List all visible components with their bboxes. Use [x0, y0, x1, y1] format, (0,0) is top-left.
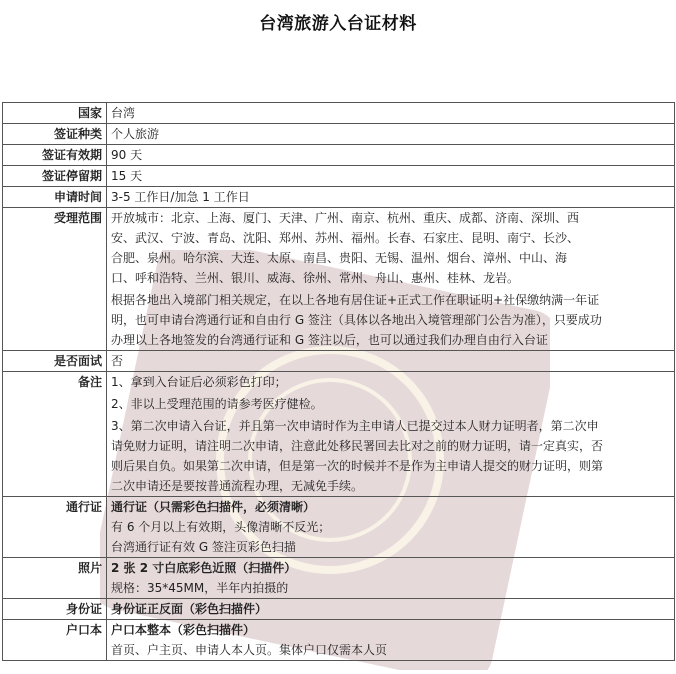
visa-type-value: 个人旅游 [107, 124, 675, 145]
interview-value: 否 [107, 351, 675, 372]
validity-value: 90 天 [107, 145, 675, 166]
scope-label: 受理范围 [3, 208, 107, 351]
notes-line: 3、第二次申请入台证，并且第一次申请时作为主申请人已提交过本人财力证明者，第二次申 [111, 419, 599, 433]
row-validity [3, 145, 675, 166]
row-hukou [3, 620, 675, 661]
row-stay [3, 166, 675, 187]
notes-line: 2、非以上受理范围的请参考医疗健检。 [111, 397, 323, 411]
row-scope [3, 208, 675, 351]
scope-line: 口、呼和浩特、兰州、银川、威海、徐州、常州、舟山、惠州、桂林、龙岩。 [111, 271, 520, 285]
row-permit [3, 497, 675, 558]
notes-line: 1、拿到入台证后必须彩色打印； [111, 375, 287, 389]
photo-line: 规格：35*45MM，半年内拍摄的 [111, 581, 289, 595]
hukou-label: 户口本 [3, 620, 107, 661]
photo-value [107, 558, 675, 599]
stay-label: 签证停留期 [3, 166, 107, 187]
row-interview [3, 351, 675, 372]
id-card-value: 身份证正反面（彩色扫描件） [107, 599, 675, 620]
scope-value [107, 208, 675, 351]
permit-line: 有 6 个月以上有效期，头像清晰不反光； [111, 520, 331, 534]
notes-line: 则后果自负。如果第二次申请，但是第一次的时候并不是作为主申请人提交的财力证明，则第 [111, 459, 604, 473]
notes-value [107, 372, 675, 497]
page-title: 台湾旅游入台证材料 [259, 14, 417, 34]
scope-line: 开放城市：北京、上海、厦门、天津、广州、南京、杭州、重庆、成都、济南、深圳、西 [111, 211, 580, 225]
permit-line: 台湾通行证有效 G 签注页彩色扫描 [111, 540, 296, 554]
notes-line: 请免财力证明，请注明二次申请，注意此处移民署回去比对之前的财力证明，请一定真实，否 [111, 439, 604, 453]
scope-line: 根据各地出入境部门相关规定，在以上各地有居住证+正式工作在职证明+社保缴纳满一年证 [111, 293, 600, 307]
permit-line: 通行证（只需彩色扫描件，必须清晰） [111, 500, 316, 514]
notes-label: 备注 [3, 372, 107, 497]
row-processing [3, 187, 675, 208]
row-photo [3, 558, 675, 599]
hukou-value [107, 620, 675, 661]
scope-line: 合肥、泉州。哈尔滨、大连、太原、南昌、贵阳、无锡、温州、烟台、漳州、中山、海 [111, 251, 568, 265]
country-label: 国家 [3, 103, 107, 124]
photo-line: 2 张 2 寸白底彩色近照（扫描件） [111, 561, 297, 575]
visa-type-label: 签证种类 [3, 124, 107, 145]
hukou-line: 首页、户主页、申请人本人页。集体户口仅需本人页 [111, 643, 388, 657]
notes-line: 二次申请还是要按普通流程办理，无减免手续。 [111, 479, 364, 493]
row-country [3, 103, 675, 124]
scope-line: 明，也可申请台湾通行证和自由行 G 签注（具体以各地出入境管理部门公告为准），只要成功 [111, 313, 602, 327]
row-visa-type [3, 124, 675, 145]
permit-label: 通行证 [3, 497, 107, 558]
photo-label: 照片 [3, 558, 107, 599]
scope-line: 办理以上各地签发的台湾通行证和 G 签注以后，也可以通过我们办理自由行入台证 [111, 333, 548, 347]
scope-line: 安、武汉、宁波、青岛、沈阳、郑州、苏州、福州。长春、石家庄、昆明、南宁、长沙、 [111, 231, 580, 245]
country-value: 台湾 [107, 103, 675, 124]
id-card-label: 身份证 [3, 599, 107, 620]
row-notes [3, 372, 675, 497]
permit-value [107, 497, 675, 558]
processing-label: 申请时间 [3, 187, 107, 208]
processing-value: 3-5 工作日/加急 1 工作日 [107, 187, 675, 208]
stay-value: 15 天 [107, 166, 675, 187]
hukou-line: 户口本整本（彩色扫描件） [111, 623, 256, 637]
interview-label: 是否面试 [3, 351, 107, 372]
materials-table [2, 102, 675, 661]
row-id-card [3, 599, 675, 620]
validity-label: 签证有效期 [3, 145, 107, 166]
